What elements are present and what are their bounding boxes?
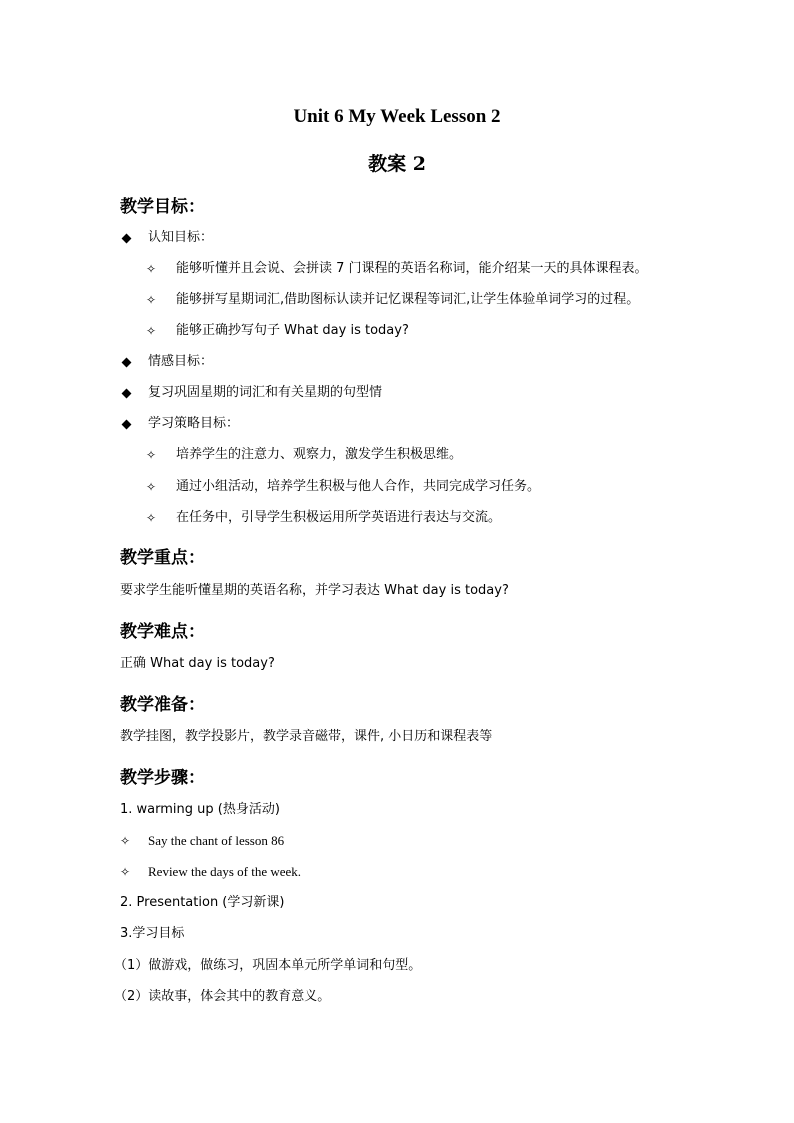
filled-diamond-icon [122, 358, 132, 368]
step-3-item: （2）读故事，体会其中的教育意义。 [114, 989, 331, 1004]
difficulties-text: 正确 What day is today? [120, 656, 275, 671]
emotional-label: 情感目标： [148, 354, 214, 369]
step-1: 1. warming up (热身活动) [120, 802, 280, 817]
hollow-star-icon: ✧ [146, 262, 157, 276]
step-1-item: Review the days of the week. [148, 864, 302, 879]
step-3: 3.学习目标 [120, 926, 185, 941]
document-title: Unit 6 My Week Lesson 2 [293, 106, 501, 127]
preparation-text: 教学挂图，教学投影片，教学录音磁带，课件, 小日历和课程表等 [120, 729, 493, 744]
preparation-heading: 教学准备： [120, 695, 205, 715]
strategy-item: 在任务中，引导学生积极运用所学英语进行表达与交流。 [176, 510, 502, 525]
cognitive-label: 认知目标： [148, 230, 214, 245]
step-2: 2. Presentation (学习新课) [120, 895, 285, 910]
hollow-star-icon: ✧ [146, 293, 157, 307]
hollow-star-icon: ✧ [146, 324, 157, 338]
difficulties-heading: 教学难点： [120, 622, 205, 642]
key-points-heading: 教学重点： [120, 548, 205, 568]
strategy-item: 培养学生的注意力、观察力，激发学生积极思维。 [176, 447, 463, 462]
strategy-item: 通过小组活动，培养学生积极与他人合作，共同完成学习任务。 [176, 479, 541, 494]
cognitive-item: 能够正确抄写句子 What day is today? [176, 323, 409, 338]
document-subtitle: 教案 2 [368, 153, 426, 175]
hollow-star-icon: ✧ [120, 834, 131, 848]
filled-diamond-icon [122, 420, 132, 430]
hollow-star-icon: ✧ [146, 511, 157, 525]
steps-heading: 教学步骤： [120, 768, 205, 788]
step-1-item: Say the chant of lesson 86 [148, 833, 285, 848]
objectives-heading: 教学目标： [120, 197, 205, 217]
filled-diamond-icon [122, 389, 132, 399]
hollow-star-icon: ✧ [146, 480, 157, 494]
hollow-star-icon: ✧ [120, 865, 131, 879]
cognitive-item: 能够拼写星期词汇,借助图标认读并记忆课程等词汇,让学生体验单词学习的过程。 [176, 292, 640, 307]
cognitive-item: 能够听懂并且会说、会拼读 7 门课程的英语名称词，能介绍某一天的具体课程表。 [176, 261, 648, 276]
strategy-label: 学习策略目标： [148, 416, 240, 431]
emotional-text: 复习巩固星期的词汇和有关星期的句型情 [148, 385, 383, 400]
step-3-item: （1）做游戏，做练习，巩固本单元所学单词和句型。 [114, 958, 422, 973]
hollow-star-icon: ✧ [146, 448, 157, 462]
key-points-text: 要求学生能听懂星期的英语名称，并学习表达 What day is today? [120, 583, 509, 598]
filled-diamond-icon [122, 234, 132, 244]
